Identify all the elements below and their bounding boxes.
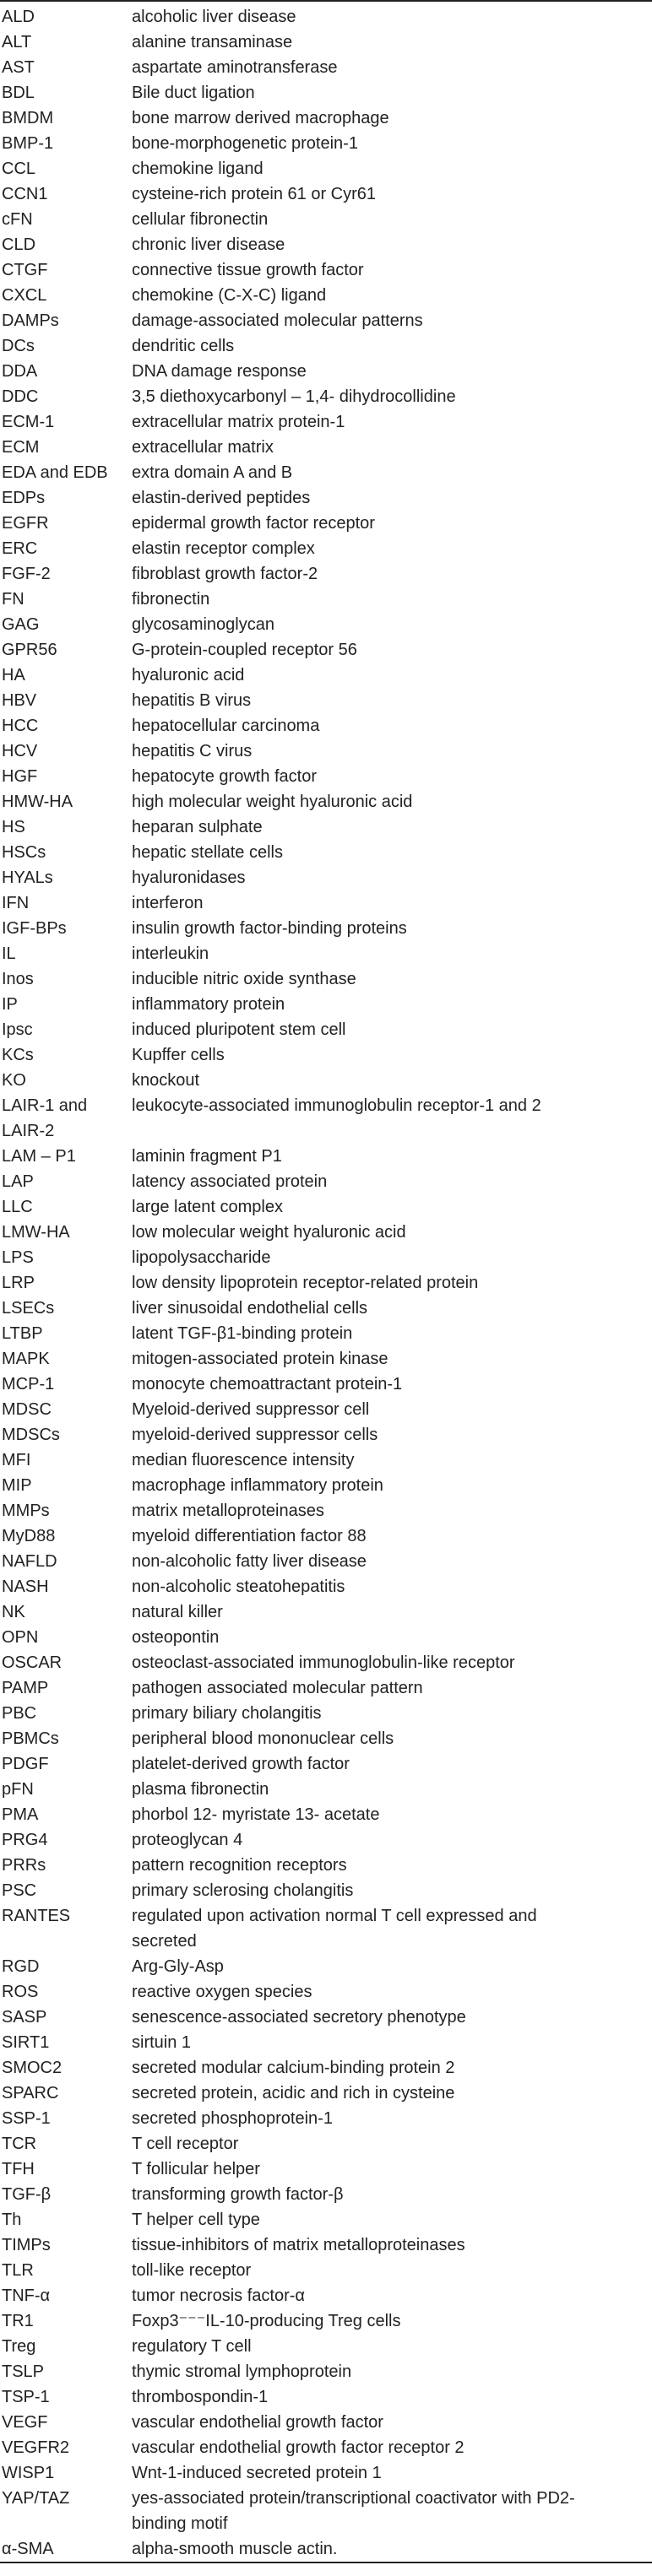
abbreviation-term: PBMCs xyxy=(2,1729,59,1748)
abbreviation-term: Inos xyxy=(2,970,34,988)
abbreviation-term: HS xyxy=(2,818,25,836)
abbreviation-definition: latent TGF-β1-binding protein xyxy=(132,1324,353,1343)
abbreviation-term: TGF-β xyxy=(2,2185,52,2204)
abbreviation-term: HBV xyxy=(2,691,37,710)
abbreviation-definition: fibroblast growth factor-2 xyxy=(132,565,318,583)
abbreviation-term: FN xyxy=(2,590,24,609)
abbreviation-definition: thrombospondin-1 xyxy=(132,2388,269,2406)
table-row xyxy=(0,460,652,485)
table-row xyxy=(0,2258,652,2283)
table-row xyxy=(0,2232,652,2258)
abbreviation-definition: induced pluripotent stem cell xyxy=(132,1020,346,1039)
table-bottom-rule xyxy=(0,2562,652,2563)
abbreviation-term: LTBP xyxy=(2,1324,43,1343)
abbreviation-term: PSC xyxy=(2,1881,37,1900)
abbreviation-definition: chemokine ligand xyxy=(132,160,264,178)
abbreviation-definition: low molecular weight hyaluronic acid xyxy=(132,1223,406,1242)
abbreviation-definition: Bile duct ligation xyxy=(132,84,255,102)
table-row xyxy=(0,2005,652,2030)
abbreviation-term: Treg xyxy=(2,2337,36,2356)
abbreviation-definition: fibronectin xyxy=(132,590,210,609)
abbreviation-term: TR1 xyxy=(2,2312,34,2330)
abbreviation-term: EDPs xyxy=(2,489,46,507)
abbreviation-definition: non-alcoholic fatty liver disease xyxy=(132,1552,367,1571)
table-row xyxy=(0,536,652,561)
table-row xyxy=(0,1726,652,1751)
table-row xyxy=(0,2081,652,2106)
abbreviation-definition: osteoclast-associated immunoglobulin-like receptor xyxy=(132,1653,515,1672)
table-row xyxy=(0,2536,652,2562)
abbreviation-term: TSP-1 xyxy=(2,2388,50,2406)
abbreviation-definition: epidermal growth factor receptor xyxy=(132,514,375,533)
abbreviation-term: CXCL xyxy=(2,286,47,305)
abbreviation-definition: interferon xyxy=(132,894,204,912)
abbreviation-definition: liver sinusoidal endothelial cells xyxy=(132,1299,368,1318)
abbreviation-term: WISP1 xyxy=(2,2464,55,2482)
table-row xyxy=(0,663,652,688)
abbreviation-term: ROS xyxy=(2,1983,39,2001)
abbreviation-definition: tissue-inhibitors of matrix metalloproteinases xyxy=(132,2236,465,2254)
abbreviation-term: BDL xyxy=(2,84,35,102)
abbreviation-term: TFH xyxy=(2,2160,35,2178)
abbreviation-term: KO xyxy=(2,1071,26,1090)
abbreviation-term: ALT xyxy=(2,33,32,51)
abbreviation-definition: DNA damage response xyxy=(132,362,307,381)
table-row xyxy=(0,764,652,789)
abbreviation-term: CCN1 xyxy=(2,185,48,203)
abbreviation-definition: primary biliary cholangitis xyxy=(132,1704,322,1723)
abbreviation-term: ECM-1 xyxy=(2,413,55,431)
abbreviation-definition: alpha-smooth muscle actin. xyxy=(132,2540,338,2558)
abbreviation-definition: secreted phosphoprotein-1 xyxy=(132,2109,333,2128)
table-row xyxy=(0,106,652,131)
table-row xyxy=(0,1397,652,1422)
table-row xyxy=(0,384,652,409)
abbreviation-term: PDGF xyxy=(2,1755,49,1773)
abbreviation-term: HGF xyxy=(2,767,38,786)
abbreviation-term: TSLP xyxy=(2,2362,45,2381)
abbreviation-term: RANTES xyxy=(2,1907,71,1925)
abbreviation-definition: reactive oxygen species xyxy=(132,1983,312,2001)
abbreviation-definition: hepatitis B virus xyxy=(132,691,252,710)
abbreviation-definition: latency associated protein xyxy=(132,1172,328,1191)
table-row xyxy=(0,435,652,460)
abbreviation-term: SASP xyxy=(2,2008,47,2027)
abbreviation-definition: Arg-Gly-Asp xyxy=(132,1957,224,1976)
table-row xyxy=(0,2334,652,2359)
abbreviation-term: YAP/TAZ xyxy=(2,2489,70,2508)
table-row xyxy=(0,992,652,1017)
abbreviation-term: IP xyxy=(2,995,18,1014)
abbreviation-definition: pathogen associated molecular pattern xyxy=(132,1679,423,1697)
abbreviation-term: LMW-HA xyxy=(2,1223,70,1242)
table-row xyxy=(0,1498,652,1523)
table-row xyxy=(0,2308,652,2334)
abbreviation-definition: hepatic stellate cells xyxy=(132,843,283,862)
table-row xyxy=(0,1017,652,1042)
table-row xyxy=(0,30,652,55)
table-row xyxy=(0,2207,652,2232)
abbreviation-term: CCL xyxy=(2,160,36,178)
table-row xyxy=(0,2359,652,2384)
table-row xyxy=(0,1042,652,1068)
abbreviation-definition: non-alcoholic steatohepatitis xyxy=(132,1578,345,1596)
table-row xyxy=(0,1625,652,1650)
table-row xyxy=(0,2384,652,2410)
table-row xyxy=(0,359,652,384)
abbreviation-definition: alcoholic liver disease xyxy=(132,8,296,26)
table-row xyxy=(0,966,652,992)
abbreviation-definition: primary sclerosing cholangitis xyxy=(132,1881,354,1900)
abbreviation-term: BMDM xyxy=(2,109,54,127)
abbreviation-term: IL xyxy=(2,944,16,963)
abbreviation-term: DAMPs xyxy=(2,311,59,330)
abbreviation-term: SSP-1 xyxy=(2,2109,51,2128)
abbreviation-term: ERC xyxy=(2,539,38,558)
abbreviation-term: MAPK xyxy=(2,1350,50,1368)
table-row xyxy=(0,1777,652,1802)
table-row xyxy=(0,916,652,941)
table-row xyxy=(0,1422,652,1448)
abbreviation-term: HA xyxy=(2,666,25,685)
table-row xyxy=(0,2182,652,2207)
table-row xyxy=(0,55,652,80)
table-row xyxy=(0,1827,652,1853)
abbreviation-term: α-SMA xyxy=(2,2540,54,2558)
abbreviation-definition: damage-associated molecular patterns xyxy=(132,311,423,330)
abbreviation-definition: senescence-associated secretory phenotype xyxy=(132,2008,466,2027)
abbreviation-term: Ipsc xyxy=(2,1020,33,1039)
table-row xyxy=(0,688,652,713)
table-row xyxy=(0,409,652,435)
abbreviation-definition: vascular endothelial growth factor xyxy=(132,2413,383,2432)
abbreviation-term: AST xyxy=(2,58,35,77)
abbreviation-term: TLR xyxy=(2,2261,34,2280)
abbreviation-definition: hyaluronic acid xyxy=(132,666,245,685)
table-row xyxy=(0,941,652,966)
abbreviation-term: VEGF xyxy=(2,2413,48,2432)
abbreviation-definition: myeloid differentiation factor 88 xyxy=(132,1527,367,1545)
table-row xyxy=(0,1296,652,1321)
abbreviation-term: FGF-2 xyxy=(2,565,51,583)
abbreviation-definition: tumor necrosis factor-α xyxy=(132,2286,305,2305)
abbreviation-definition: T follicular helper xyxy=(132,2160,260,2178)
abbreviation-definition: alanine transaminase xyxy=(132,33,293,51)
table-row xyxy=(0,739,652,764)
abbreviation-term: CTGF xyxy=(2,261,48,279)
table-row xyxy=(0,2030,652,2055)
abbreviation-definition: bone marrow derived macrophage xyxy=(132,109,389,127)
table-row xyxy=(0,1144,652,1169)
abbreviation-term: MFI xyxy=(2,1451,31,1469)
abbreviation-definition: natural killer xyxy=(132,1603,223,1621)
abbreviation-term: DCs xyxy=(2,337,35,355)
abbreviation-definition: laminin fragment P1 xyxy=(132,1147,282,1166)
abbreviation-term: GAG xyxy=(2,615,40,634)
abbreviation-term: TNF-α xyxy=(2,2286,51,2305)
table-row xyxy=(0,789,652,814)
abbreviation-term: OSCAR xyxy=(2,1653,62,1672)
table-row xyxy=(0,2157,652,2182)
abbreviation-definition: Foxp3⁻⁻⁻IL-10-producing Treg cells xyxy=(132,2312,401,2330)
abbreviation-definition: low density lipoprotein receptor-related protein xyxy=(132,1274,479,1292)
abbreviation-term: GPR56 xyxy=(2,641,57,659)
abbreviation-definition: vascular endothelial growth factor receptor 2 xyxy=(132,2438,465,2457)
abbreviation-definition: yes-associated protein/transcriptional coactivator with PD2- binding motif xyxy=(132,2489,575,2533)
table-row xyxy=(0,511,652,536)
abbreviation-definition: dendritic cells xyxy=(132,337,235,355)
abbreviation-definition: interleukin xyxy=(132,944,209,963)
abbreviation-definition: lipopolysaccharide xyxy=(132,1248,271,1267)
abbreviation-term: HSCs xyxy=(2,843,46,862)
abbreviation-definition: osteopontin xyxy=(132,1628,220,1647)
abbreviation-term: LAM – P1 xyxy=(2,1147,76,1166)
table-row xyxy=(0,4,652,30)
abbreviation-definition: pattern recognition receptors xyxy=(132,1856,347,1875)
table-row xyxy=(0,1954,652,1979)
table-row xyxy=(0,2106,652,2131)
abbreviation-definition: phorbol 12- myristate 13- acetate xyxy=(132,1805,380,1824)
abbreviation-definition: hyaluronidases xyxy=(132,869,246,887)
table-body xyxy=(0,2,652,2562)
table-row xyxy=(0,257,652,283)
table-row xyxy=(0,2055,652,2081)
abbreviation-definition: G-protein-coupled receptor 56 xyxy=(132,641,357,659)
table-row xyxy=(0,1549,652,1574)
table-row xyxy=(0,2283,652,2308)
table-row xyxy=(0,1194,652,1220)
abbreviation-definition: glycosaminoglycan xyxy=(132,615,274,634)
abbreviation-definition: extracellular matrix xyxy=(132,438,274,457)
table-row xyxy=(0,1903,652,1954)
abbreviation-definition: Wnt-1-induced secreted protein 1 xyxy=(132,2464,382,2482)
abbreviation-definition: inducible nitric oxide synthase xyxy=(132,970,356,988)
table-row xyxy=(0,1574,652,1599)
abbreviation-term: MMPs xyxy=(2,1502,50,1520)
abbreviation-definition: heparan sulphate xyxy=(132,818,263,836)
abbreviation-definition: large latent complex xyxy=(132,1198,283,1216)
table-row xyxy=(0,587,652,612)
abbreviation-definition: sirtuin 1 xyxy=(132,2033,192,2052)
table-row xyxy=(0,2486,652,2536)
abbreviation-term: PMA xyxy=(2,1805,39,1824)
table-row xyxy=(0,1853,652,1878)
table-row xyxy=(0,1346,652,1372)
abbreviation-definition: myeloid-derived suppressor cells xyxy=(132,1426,378,1444)
abbreviation-term: HYALs xyxy=(2,869,53,887)
table-row xyxy=(0,1802,652,1827)
table-row xyxy=(0,890,652,916)
abbreviation-term: LPS xyxy=(2,1248,34,1267)
abbreviation-term: KCs xyxy=(2,1046,34,1064)
abbreviation-definition: chronic liver disease xyxy=(132,235,285,254)
abbreviation-definition: toll-like receptor xyxy=(132,2261,252,2280)
abbreviation-term: DDA xyxy=(2,362,38,381)
abbreviation-definition: Myeloid-derived suppressor cell xyxy=(132,1400,370,1419)
table-row xyxy=(0,561,652,587)
abbreviation-definition: macrophage inflammatory protein xyxy=(132,1476,383,1495)
table-row xyxy=(0,612,652,637)
abbreviation-definition: hepatocyte growth factor xyxy=(132,767,318,786)
abbreviation-definition: connective tissue growth factor xyxy=(132,261,364,279)
table-row xyxy=(0,308,652,333)
table-row xyxy=(0,1270,652,1296)
table-row xyxy=(0,2410,652,2435)
abbreviation-definition: secreted protein, acidic and rich in cysteine xyxy=(132,2084,455,2102)
abbreviation-definition: thymic stromal lymphoprotein xyxy=(132,2362,352,2381)
abbreviation-term: SIRT1 xyxy=(2,2033,50,2052)
table-row xyxy=(0,156,652,181)
table-row xyxy=(0,1220,652,1245)
abbreviation-definition: monocyte chemoattractant protein-1 xyxy=(132,1375,403,1394)
abbreviation-term: IFN xyxy=(2,894,30,912)
table-row xyxy=(0,713,652,739)
table-row xyxy=(0,1169,652,1194)
table-row xyxy=(0,207,652,232)
abbreviation-term: NASH xyxy=(2,1578,49,1596)
abbreviation-definition: extra domain A and B xyxy=(132,463,293,482)
abbreviation-term: NK xyxy=(2,1603,25,1621)
abbreviation-term: TCR xyxy=(2,2135,37,2153)
abbreviation-definition: cellular fibronectin xyxy=(132,210,269,229)
abbreviation-term: HCC xyxy=(2,717,39,735)
abbreviation-term: Th xyxy=(2,2211,22,2229)
table-row xyxy=(0,1448,652,1473)
table-row xyxy=(0,131,652,156)
abbreviation-definition: matrix metalloproteinases xyxy=(132,1502,324,1520)
table-row xyxy=(0,1599,652,1625)
abbreviation-definition: median fluorescence intensity xyxy=(132,1451,355,1469)
table-row xyxy=(0,232,652,257)
abbreviation-term: PRRs xyxy=(2,1856,46,1875)
table-row xyxy=(0,1068,652,1093)
abbreviation-term: MyD88 xyxy=(2,1527,56,1545)
abbreviation-term: LRP xyxy=(2,1274,35,1292)
abbreviation-term: LSECs xyxy=(2,1299,55,1318)
table-row xyxy=(0,80,652,106)
abbreviation-definition: transforming growth factor-β xyxy=(132,2185,344,2204)
abbreviation-term: IGF-BPs xyxy=(2,919,67,938)
abbreviation-definition: cysteine-rich protein 61 or Cyr61 xyxy=(132,185,377,203)
abbreviation-term: ALD xyxy=(2,8,35,26)
abbreviation-term: DDC xyxy=(2,387,39,406)
abbreviation-term: LAP xyxy=(2,1172,34,1191)
table-row xyxy=(0,1675,652,1701)
abbreviation-term: MCP-1 xyxy=(2,1375,55,1394)
table-row xyxy=(0,1878,652,1903)
table-row xyxy=(0,1321,652,1346)
abbreviation-term: EDA and EDB xyxy=(2,463,108,482)
abbreviation-definition: elastin-derived peptides xyxy=(132,489,311,507)
abbreviation-term: LLC xyxy=(2,1198,33,1216)
abbreviation-term: PRG4 xyxy=(2,1831,48,1849)
abbreviation-definition: chemokine (C-X-C) ligand xyxy=(132,286,327,305)
table-row xyxy=(0,1523,652,1549)
abbreviation-definition: extracellular matrix protein-1 xyxy=(132,413,345,431)
abbreviation-term: PBC xyxy=(2,1704,37,1723)
abbreviation-definition: bone-morphogenetic protein-1 xyxy=(132,134,358,153)
table-row xyxy=(0,333,652,359)
abbreviation-definition: plasma fibronectin xyxy=(132,1780,269,1799)
abbreviation-term: SPARC xyxy=(2,2084,59,2102)
abbreviation-definition: T cell receptor xyxy=(132,2135,239,2153)
abbreviation-term: MIP xyxy=(2,1476,32,1495)
table-row xyxy=(0,1093,652,1144)
abbreviation-definition: peripheral blood mononuclear cells xyxy=(132,1729,394,1748)
abbreviation-term: TIMPs xyxy=(2,2236,51,2254)
abbreviation-definition: platelet-derived growth factor xyxy=(132,1755,350,1773)
abbreviation-term: OPN xyxy=(2,1628,39,1647)
abbreviation-definition: high molecular weight hyaluronic acid xyxy=(132,793,413,811)
table-row xyxy=(0,181,652,207)
abbreviation-definition: regulatory T cell xyxy=(132,2337,252,2356)
abbreviation-term: RGD xyxy=(2,1957,40,1976)
abbreviation-term: HCV xyxy=(2,742,38,760)
abbreviation-term: EGFR xyxy=(2,514,49,533)
table-row xyxy=(0,637,652,663)
abbreviation-term: SMOC2 xyxy=(2,2059,62,2077)
table-row xyxy=(0,1245,652,1270)
abbreviation-definition: 3,5 diethoxycarbonyl – 1,4- dihydrocollidine xyxy=(132,387,456,406)
abbreviation-definition: T helper cell type xyxy=(132,2211,260,2229)
abbreviation-term: CLD xyxy=(2,235,36,254)
abbreviation-term: cFN xyxy=(2,210,33,229)
abbreviation-term: MDSCs xyxy=(2,1426,60,1444)
table-row xyxy=(0,485,652,511)
table-row xyxy=(0,2131,652,2157)
abbreviation-definition: mitogen-associated protein kinase xyxy=(132,1350,388,1368)
abbreviation-term: HMW-HA xyxy=(2,793,73,811)
table-row xyxy=(0,1650,652,1675)
table-row xyxy=(0,1372,652,1397)
abbreviation-definition: Kupffer cells xyxy=(132,1046,225,1064)
table-row xyxy=(0,1701,652,1726)
abbreviation-term: VEGFR2 xyxy=(2,2438,70,2457)
abbreviation-definition: regulated upon activation normal T cell expressed and secreted xyxy=(132,1907,537,1951)
table-row xyxy=(0,283,652,308)
abbreviation-term: PAMP xyxy=(2,1679,49,1697)
abbreviation-term: MDSC xyxy=(2,1400,52,1419)
abbreviation-term: NAFLD xyxy=(2,1552,57,1571)
abbreviation-definition: secreted modular calcium-binding protein 2 xyxy=(132,2059,455,2077)
abbreviation-term: ECM xyxy=(2,438,40,457)
table-row xyxy=(0,814,652,840)
table-row xyxy=(0,1751,652,1777)
abbreviation-definition: elastin receptor complex xyxy=(132,539,315,558)
abbreviation-definition: inflammatory protein xyxy=(132,995,285,1014)
table-row xyxy=(0,840,652,865)
abbreviation-definition: hepatitis C virus xyxy=(132,742,253,760)
table-row xyxy=(0,1979,652,2005)
abbreviation-term: BMP-1 xyxy=(2,134,54,153)
table-row xyxy=(0,2435,652,2460)
abbreviation-term: LAIR-1 and LAIR-2 xyxy=(2,1096,88,1140)
abbreviation-definition: leukocyte-associated immunoglobulin receptor-1 and 2 xyxy=(132,1096,541,1115)
abbreviation-term: pFN xyxy=(2,1780,34,1799)
table-row xyxy=(0,1473,652,1498)
abbreviation-definition: proteoglycan 4 xyxy=(132,1831,243,1849)
abbreviation-definition: insulin growth factor-binding proteins xyxy=(132,919,407,938)
abbreviation-definition: aspartate aminotransferase xyxy=(132,58,338,77)
table-row xyxy=(0,2460,652,2486)
abbreviation-definition: knockout xyxy=(132,1071,200,1090)
abbreviation-definition: hepatocellular carcinoma xyxy=(132,717,320,735)
table-row xyxy=(0,865,652,890)
